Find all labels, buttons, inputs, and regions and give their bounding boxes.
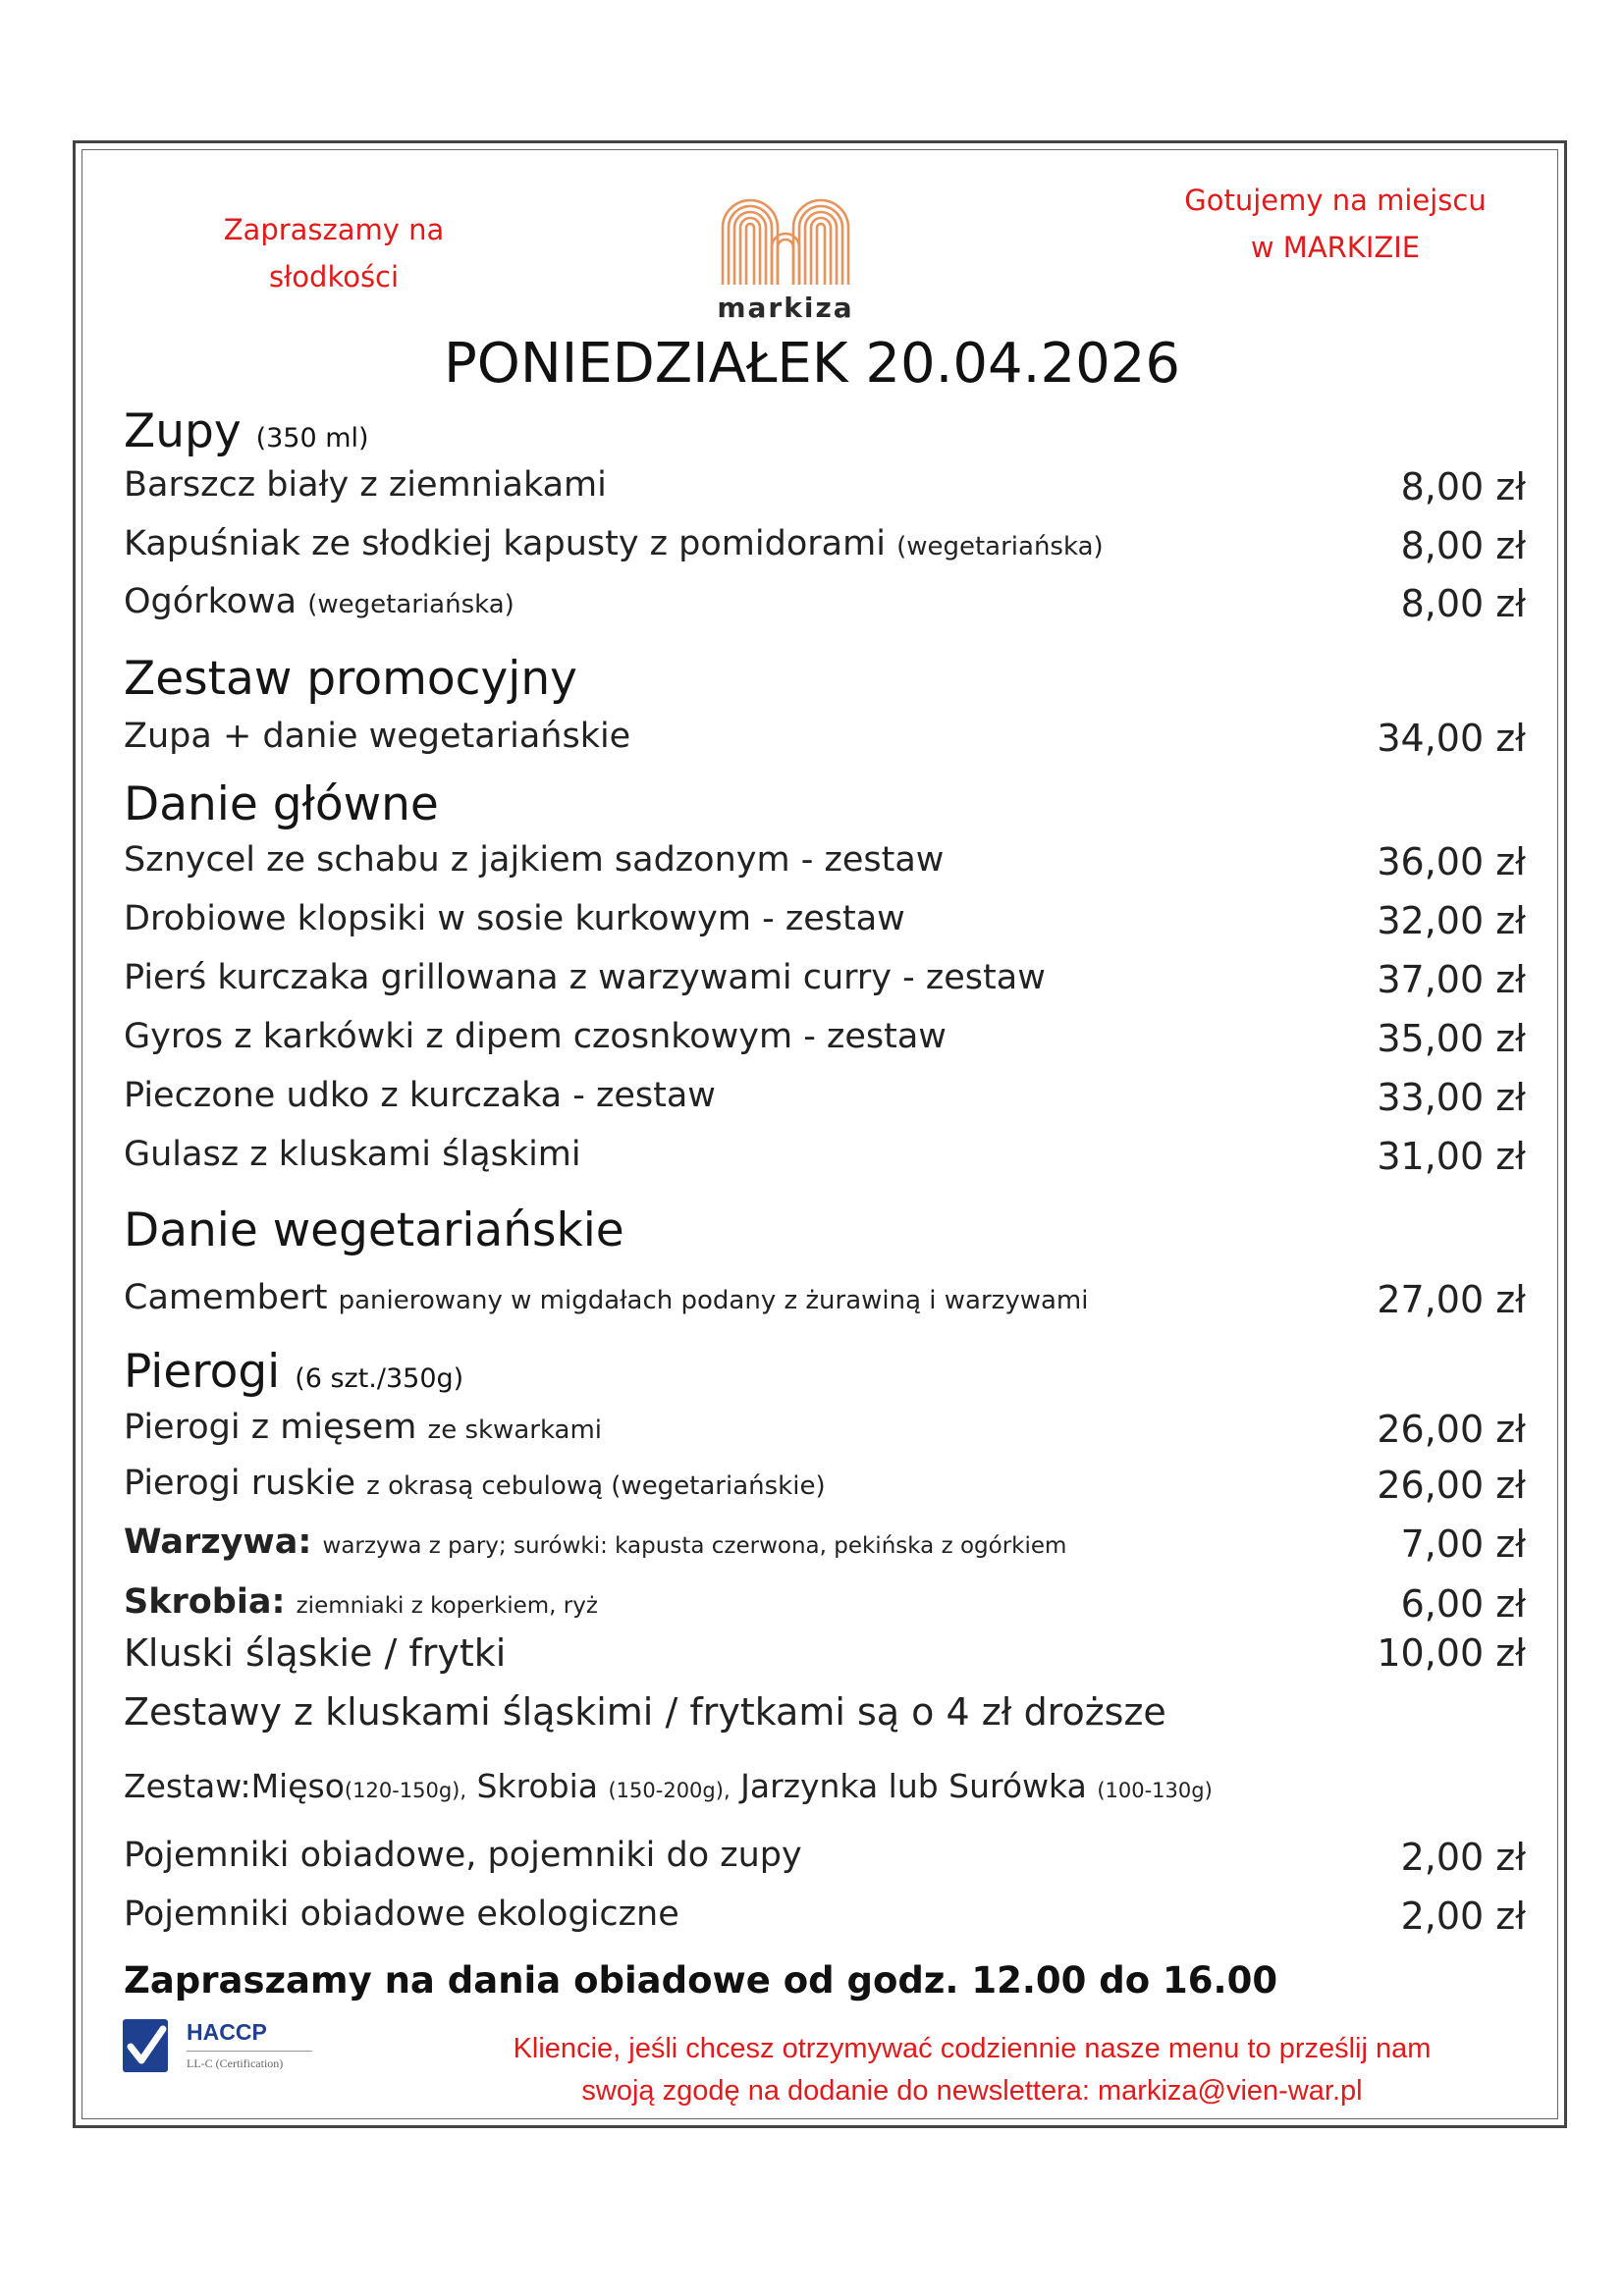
menu-item-price: 2,00 zł [1400,1895,1526,1938]
menu-item-price: 27,00 zł [1377,1278,1526,1321]
menu-item [124,1076,716,1115]
menu-item-price: 37,00 zł [1377,958,1526,1001]
menu-item [124,1836,802,1875]
surcharge-note: Zestawy z kluskami śląskimi / frytkami są o 4 zł droższe [124,1690,1166,1734]
section-vegetarian-title: Danie wegetariańskie [124,1203,624,1257]
sweets-note-line2: słodkości [268,260,400,294]
menu-item-note: (wegetariańska) [896,532,1104,561]
menu-item-name: Pierogi z mięsem [124,1408,417,1447]
newsletter-line2: swoją zgodę na dodanie do newslettera: markiza@vien-war.pl [581,2075,1363,2107]
menu-item-price: 31,00 zł [1377,1135,1526,1178]
menu-item-name: Drobiowe klopsiki w sosie kurkowym - zestaw [124,899,905,938]
menu-item-note: (wegetariańska) [307,590,514,619]
menu-item-name: Gulasz z kluskami śląskimi [124,1135,581,1174]
vegetables-label: Warzywa: [124,1522,312,1562]
menu-item-name: Sznycel ze schabu z jajkiem sadzonym - zestaw [124,840,945,880]
menu-item-name: Pierś kurczaka grillowana z warzywami curry - zestaw [124,958,1046,997]
menu-item-price: 32,00 zł [1377,899,1526,942]
starch-label: Skrobia: [124,1582,286,1622]
vegetables-price: 7,00 zł [1400,1522,1526,1566]
dumplings-fries-label: Kluski śląskie / frytki [124,1631,507,1675]
starch-note: ziemniaki z koperkiem, ryż [296,1593,598,1619]
pierogi-title-text: Pierogi [124,1345,281,1399]
haccp-check-icon [122,2017,171,2074]
set-vegetable-label: Jarzynka lub Surówka [740,1767,1087,1805]
set-starch-weight: (150-200g), [608,1779,731,1802]
section-promo-title: Zestaw promocyjny [124,652,577,706]
starch-price: 6,00 zł [1400,1582,1526,1626]
menu-item-name: Pieczone udko z kurczaka - zestaw [124,1076,716,1115]
dumplings-fries-price: 10,00 zł [1377,1631,1526,1675]
set-vegetable-weight: (100-130g) [1097,1779,1213,1802]
haccp-label: HACCP [187,2019,267,2045]
menu-item-price: 8,00 zł [1400,524,1526,567]
menu-item [124,465,607,505]
menu-item-name: Pierogi ruskie [124,1464,356,1503]
menu-item-note: panierowany w migdałach podany z żurawiną i warzywami [338,1286,1089,1315]
sweets-note-line1: Zapraszamy na [223,213,445,246]
menu-item-price: 8,00 zł [1400,465,1526,508]
menu-item [124,1278,1088,1317]
vegetables-note: warzywa z pary; surówki: kapusta czerwona, pekińska z ogórkiem [322,1533,1067,1559]
menu-item [124,717,630,756]
logo-wordmark: markiza [717,292,854,324]
cooking-note-line2: w MARKIZIE [1250,231,1421,264]
menu-item-price: 35,00 zł [1377,1017,1526,1060]
set-meat-label: Zestaw:Mięso [124,1767,345,1805]
menu-item-price: 26,00 zł [1377,1464,1526,1507]
haccp-divider [187,2051,312,2052]
menu-item-name: Pojemniki obiadowe ekologiczne [124,1895,679,1934]
menu-item-price: 34,00 zł [1377,717,1526,760]
menu-item [124,899,905,938]
menu-item-name: Zupa + danie wegetariańskie [124,717,631,756]
set-meat-weight: (120-150g), [344,1779,467,1802]
starch-line [124,1582,598,1622]
newsletter-note [412,2028,1532,2112]
soups-title-text: Zupy [124,404,242,458]
menu-item [124,840,944,880]
markiza-logo-icon [717,187,854,287]
menu-item [124,524,1104,563]
menu-item [124,1017,947,1056]
menu-item-note: ze skwarkami [427,1415,603,1445]
menu-item [124,1135,581,1174]
newsletter-line1: Kliencie, jeśli chcesz otrzymywać codziennie nasze menu to prześlij nam [513,2033,1432,2064]
haccp-certification-label: LL-C (Certification) [187,2056,284,2070]
menu-item [124,1895,679,1934]
set-composition-line [124,1767,1213,1805]
opening-hours-line: Zapraszamy na dania obiadowe od godz. 12.00 do 16.00 [124,1959,1278,2002]
section-mains-title: Danie główne [124,777,439,831]
menu-item-name: Kapuśniak ze słodkiej kapusty z pomidorami [124,524,886,563]
menu-item-name: Ogórkowa [124,582,298,621]
menu-item-price: 36,00 zł [1377,840,1526,883]
sweets-invitation-note [196,206,471,300]
pierogi-portion-note: (6 szt./350g) [295,1363,464,1394]
day-title: PONIEDZIAŁEK 20.04.2026 [444,332,1180,396]
menu-item-price: 2,00 zł [1400,1836,1526,1879]
set-starch-label: Skrobia [476,1767,598,1805]
section-soups-title [124,404,369,458]
menu-item-name: Pojemniki obiadowe, pojemniki do zupy [124,1836,802,1875]
menu-item-price: 26,00 zł [1377,1408,1526,1451]
menu-item [124,1464,826,1503]
menu-item-price: 8,00 zł [1400,582,1526,625]
menu-item [124,1408,602,1447]
soups-portion-note: (350 ml) [255,423,369,454]
cooking-note-line1: Gotujemy na miejscu [1184,184,1487,217]
menu-item-price: 33,00 zł [1377,1076,1526,1119]
menu-item-name: Gyros z karkówki z dipem czosnkowym - zestaw [124,1017,947,1056]
menu-item-name: Camembert [124,1278,328,1317]
menu-item-note: z okrasą cebulową (wegetariańskie) [366,1471,826,1501]
section-pierogi-title [124,1345,463,1399]
menu-item-name: Barszcz biały z ziemniakami [124,465,607,505]
cooking-on-site-note [1154,177,1517,271]
menu-item [124,958,1046,997]
vegetables-line [124,1522,1066,1562]
menu-item [124,582,514,621]
